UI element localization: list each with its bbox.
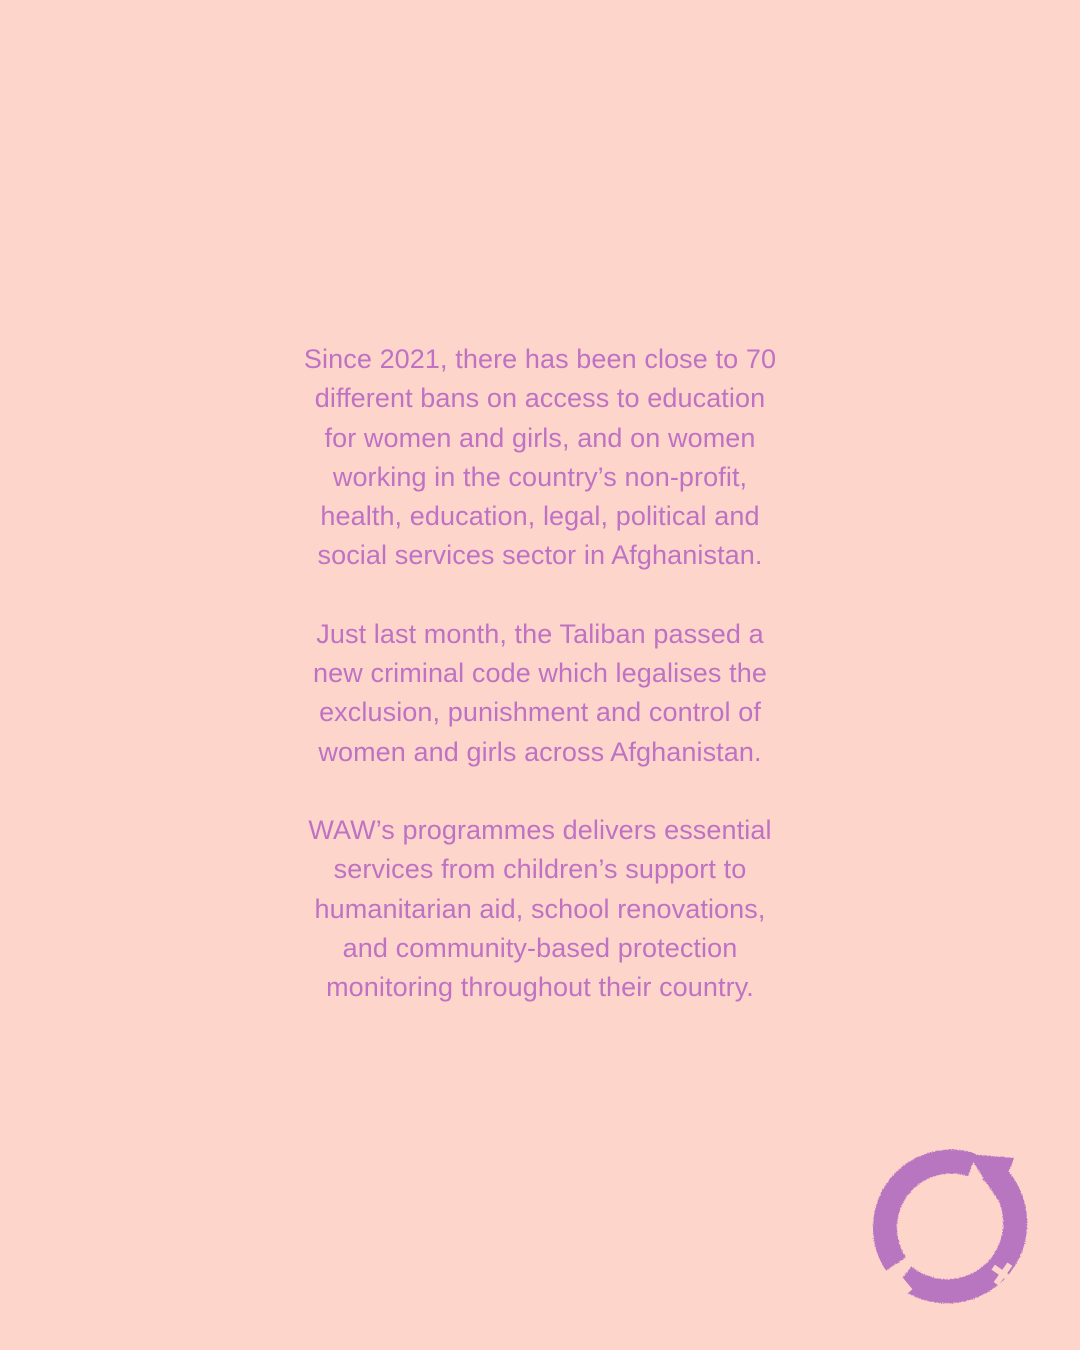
text-line: and community-based protection [342, 932, 738, 963]
paragraph-criminal-code [240, 615, 840, 772]
circular-arrow-female-symbol-logo-icon [868, 1148, 1038, 1313]
text-line: services from children’s support to [333, 854, 747, 885]
text-line: health, education, legal, political and [320, 501, 760, 532]
text-line: Just last month, the Taliban passed a [316, 618, 764, 649]
body-text [240, 340, 840, 1007]
text-line: social services sector in Afghanistan. [317, 540, 763, 571]
text-line: monitoring throughout their country. [326, 972, 754, 1003]
paragraph-bans [240, 340, 840, 576]
text-line: different bans on access to education [314, 383, 766, 414]
paragraph-programmes [240, 811, 840, 1007]
text-line: WAW’s programmes delivers essential [308, 814, 772, 845]
text-line: for women and girls, and on women [324, 422, 756, 453]
text-line: new criminal code which legalises the [313, 658, 767, 689]
text-line: working in the country’s non-profit, [332, 461, 748, 492]
text-line: Since 2021, there has been close to 70 [303, 344, 777, 374]
text-line: humanitarian aid, school renovations, [314, 893, 766, 924]
text-line: exclusion, punishment and control of [319, 697, 761, 728]
text-line: women and girls across Afghanistan. [318, 736, 762, 767]
